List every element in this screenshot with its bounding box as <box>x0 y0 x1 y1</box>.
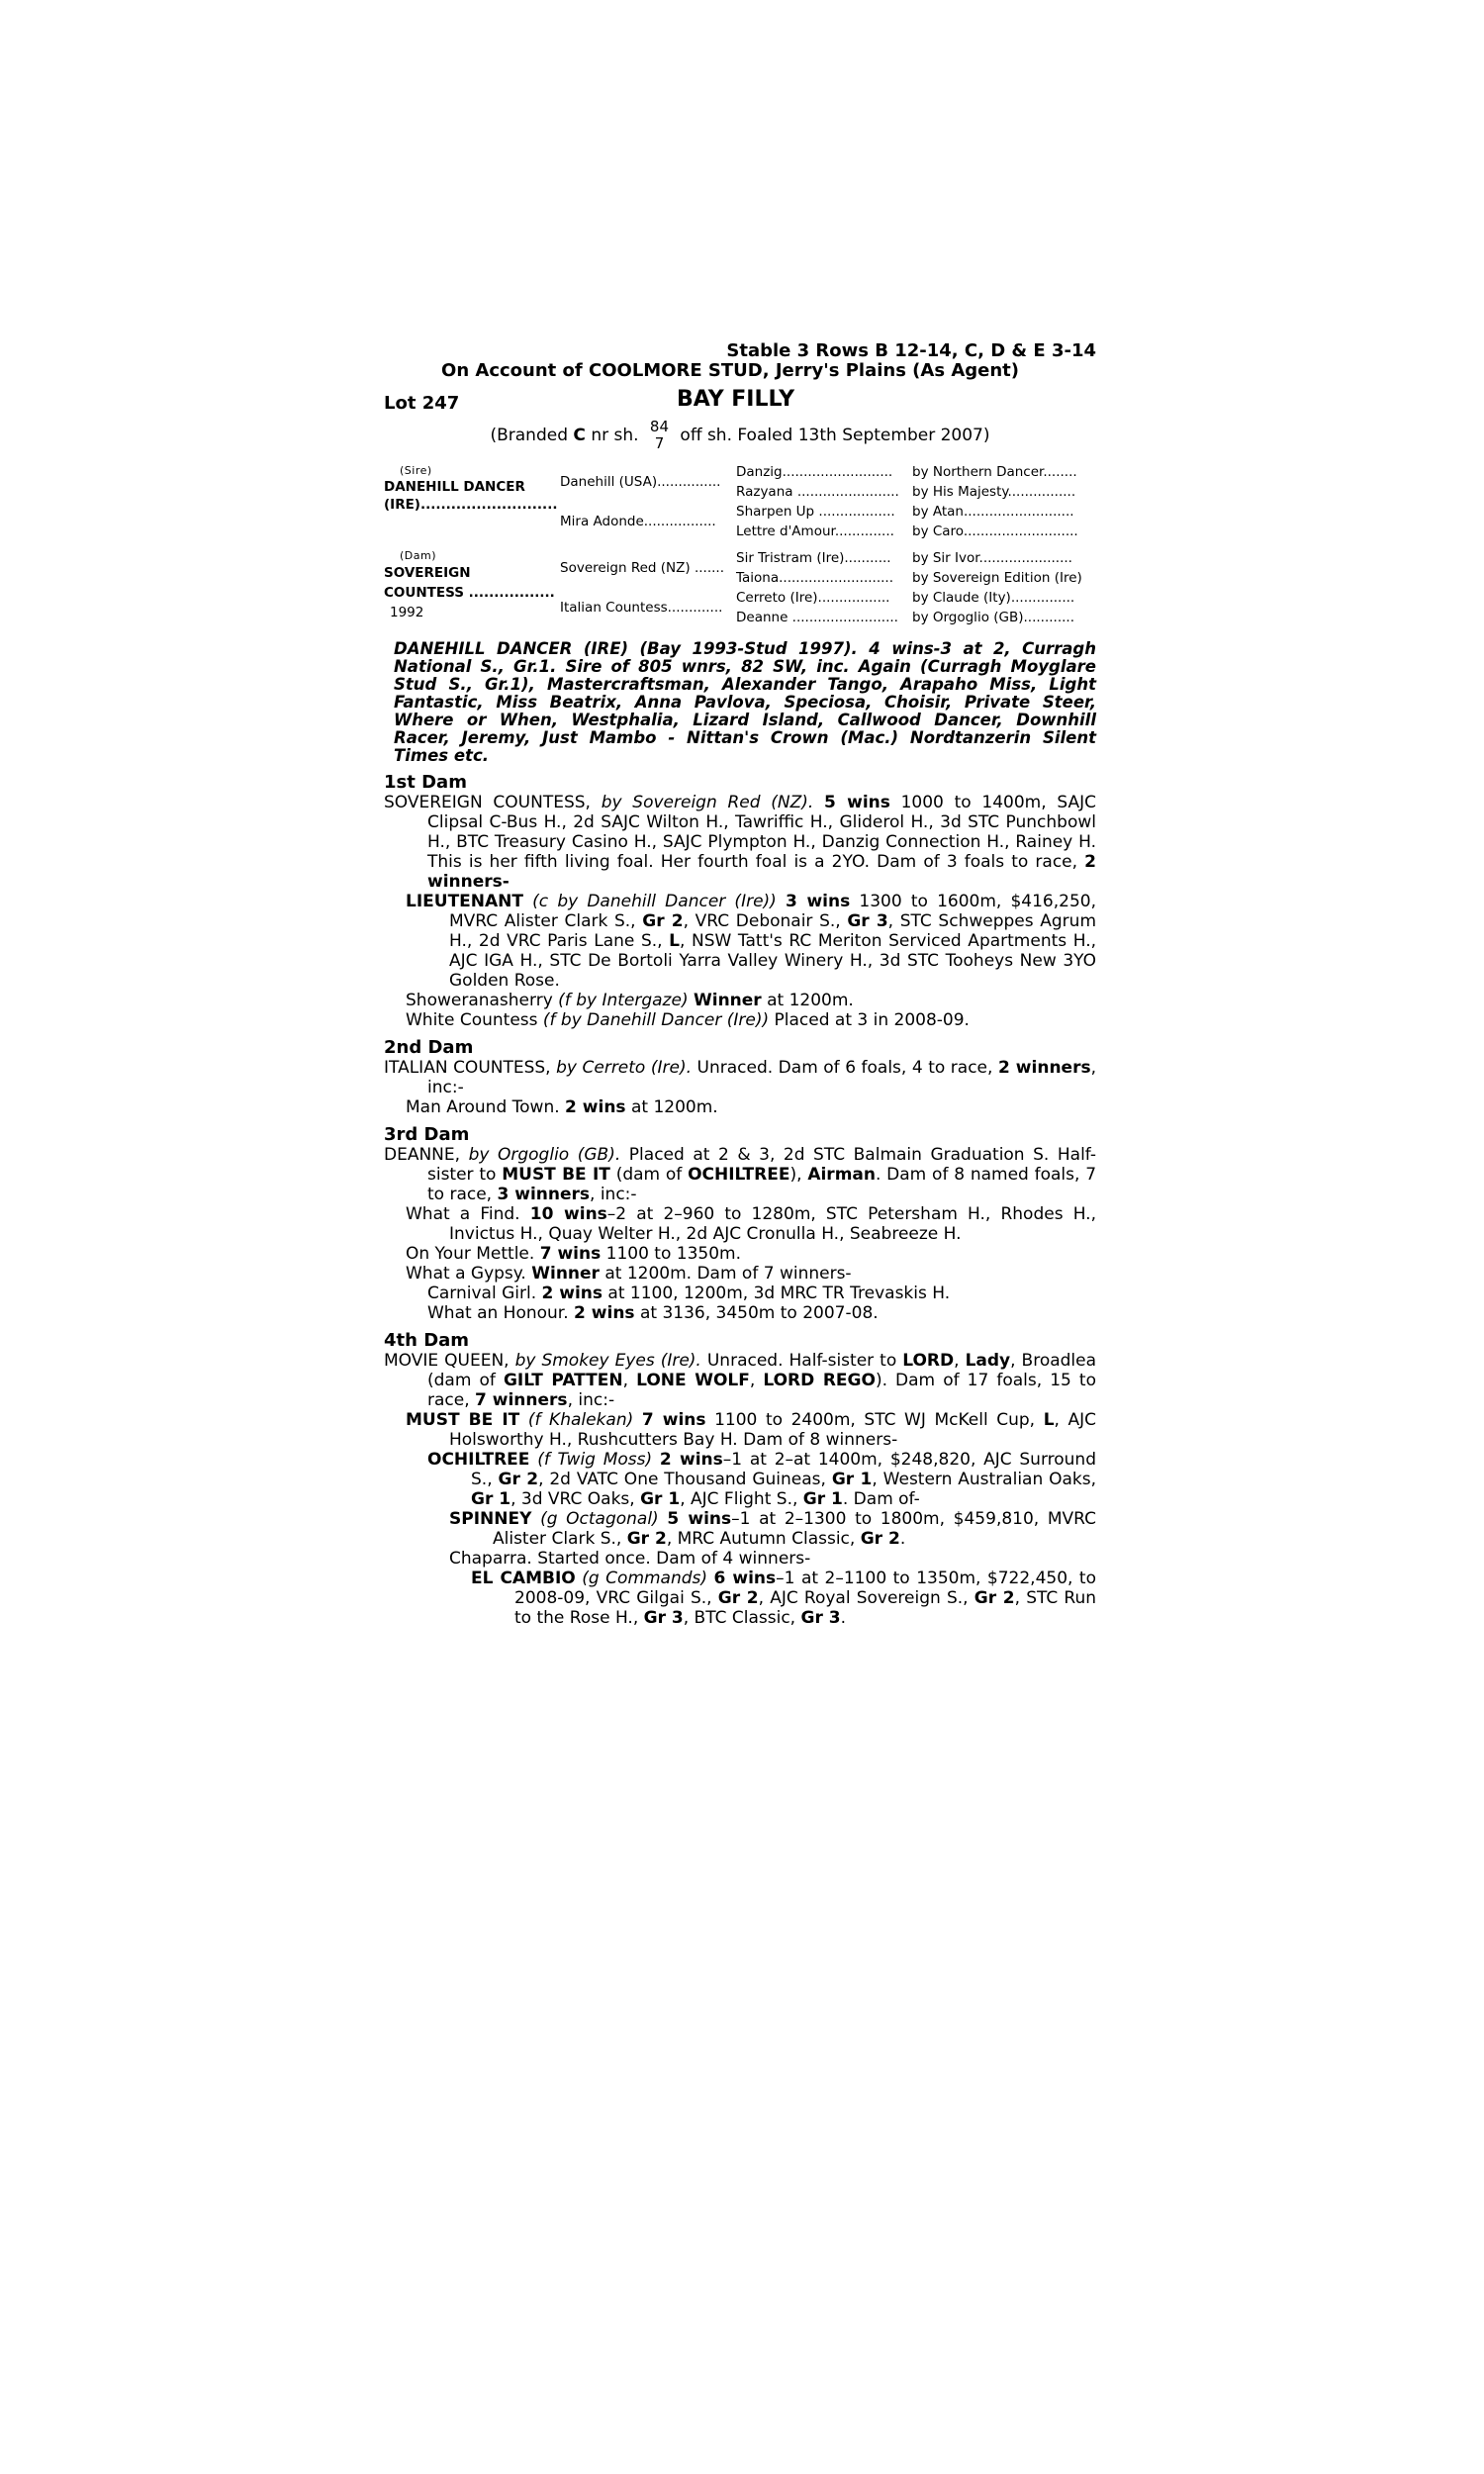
progeny-sire: (f by Intergaze) <box>558 991 689 1010</box>
progeny-record: , AJC Royal Sovereign S., <box>758 1588 969 1608</box>
progeny-sire: (g Octagonal) <box>540 1509 659 1529</box>
vendor-account: On Account of COOLMORE STUD, Jerry's Plains (As Agent) <box>441 360 1019 381</box>
second-dam-entry <box>384 1058 1096 1097</box>
sire-label: (Sire) <box>400 464 432 477</box>
pedigree-g4: by Sovereign Edition (Ire) <box>912 570 1082 586</box>
dam-inc: , inc:- <box>427 1058 1096 1097</box>
progeny-record: at 1100, 1200m, 3d MRC TR Trevaskis H. <box>607 1284 951 1303</box>
brand-number <box>650 419 669 452</box>
progeny-entry <box>384 1264 1096 1284</box>
progeny-record: –1 at 2–1100 to 1350m, $722,450, to 2008-09, VRC Gilgai S., <box>514 1569 1096 1608</box>
pedigree-g3: Cerreto (Ire)................. <box>736 590 890 606</box>
pedigree-g4: by Northern Dancer........ <box>912 464 1077 480</box>
progeny-record: . <box>840 1608 846 1628</box>
progeny-name: EL CAMBIO <box>471 1569 576 1588</box>
progeny-record: , BTC Classic, <box>683 1608 796 1628</box>
pedigree-g4: by Sir Ivor...................... <box>912 550 1072 566</box>
dam-sire: by Smokey Eyes (Ire). <box>514 1351 701 1371</box>
pedigree-g3: Sharpen Up .................. <box>736 504 895 520</box>
lot-sex: BAY FILLY <box>677 387 795 412</box>
grade-badge: Gr 1 <box>471 1489 511 1509</box>
progeny-record: 1100 to 1350m. <box>605 1244 742 1264</box>
progeny-record: , NSW Tatt's RC Meriton Serviced Apartments H., AJC IGA H., STC De Bortoli Yarra Valley Winery H., 3d STC Tooheys New 3YO Golden Rose. <box>449 931 1097 991</box>
progeny-wins: 6 wins <box>713 1569 777 1588</box>
progeny-record: , STC Schweppes Agrum H., 2d VRC Paris Lane S., <box>449 911 1096 951</box>
progeny-name: MUST BE IT <box>406 1410 520 1430</box>
progeny-name: What a Gypsy. <box>406 1264 526 1284</box>
pedigree-g3: Danzig.......................... <box>736 464 893 480</box>
dam-record: . Dam of 8 named foals, 7 to race, <box>427 1165 1097 1204</box>
dam-sire: by Cerreto (Ire). <box>556 1058 692 1078</box>
brand-number-top: 84 <box>649 418 670 435</box>
brand-number-bottom: 7 <box>654 434 665 452</box>
progeny-record: 1100 to 2400m, STC WJ McKell Cup, <box>714 1410 1036 1430</box>
relative-name: OCHILTREE <box>688 1165 790 1185</box>
third-dam-entry <box>384 1145 1096 1204</box>
dam-inc: , inc:- <box>567 1390 615 1410</box>
progeny-name: On Your Mettle. <box>406 1244 535 1264</box>
progeny-entry <box>384 1410 1096 1450</box>
progeny-record: , AJC Flight S., <box>680 1489 798 1509</box>
listed-badge: L <box>1043 1410 1055 1430</box>
brand-mark: C <box>573 426 586 445</box>
brand-mid: nr sh. <box>591 426 639 445</box>
progeny-record: 1300 to 1600m, $416,250, MVRC Alister Clark S., <box>449 892 1096 931</box>
progeny-wins: 3 wins <box>785 892 851 911</box>
progeny-wins: 2 wins <box>541 1284 603 1303</box>
grade-badge: Gr 2 <box>860 1529 900 1549</box>
pedigree-g4: by Caro........................... <box>912 523 1078 539</box>
dam-winners: 2 winners- <box>427 852 1097 892</box>
progeny-entry <box>384 1450 1096 1509</box>
progeny-wins: 2 wins <box>574 1303 635 1323</box>
pedigree-g4: by Claude (Ity)............... <box>912 590 1075 606</box>
dam-label: (Dam) <box>400 549 437 562</box>
relative-name: LORD REGO <box>763 1371 876 1390</box>
grade-badge: Gr 2 <box>626 1529 667 1549</box>
progeny-name: Chaparra. <box>449 1549 532 1569</box>
lot-number: Lot 247 <box>384 393 460 414</box>
progeny-record: at 1200m. <box>767 991 854 1010</box>
grade-badge: Gr 2 <box>642 911 684 931</box>
progeny-wins: 2 wins <box>659 1450 723 1470</box>
progeny-entry <box>384 1509 1096 1549</box>
third-dam-heading: 3rd Dam <box>384 1124 470 1145</box>
grade-badge: Gr 3 <box>847 911 888 931</box>
progeny-entry <box>384 1569 1096 1628</box>
brand-suffix: off sh. Foaled 13th September 2007) <box>680 426 990 445</box>
second-dam-heading: 2nd Dam <box>384 1037 474 1058</box>
progeny-name: What a Find. <box>406 1204 520 1224</box>
dam-record: (dam of <box>615 1165 683 1185</box>
progeny-record: . Dam of- <box>842 1489 920 1509</box>
dam-winners: 2 winners <box>997 1058 1091 1078</box>
first-dam-heading: 1st Dam <box>384 772 467 793</box>
pedigree-g3: Razyana ........................ <box>736 484 899 500</box>
lot-row <box>384 387 1096 417</box>
progeny-record: –1 at 2–1300 to 1800m, $459,810, MVRC Alister Clark S., <box>493 1509 1096 1549</box>
pedigree-table <box>384 464 1096 632</box>
progeny-record: at 1200m. <box>630 1097 718 1117</box>
progeny-name: White Countess <box>406 1010 538 1030</box>
relative-name: Airman <box>807 1165 876 1185</box>
progeny-name: Man Around Town. <box>406 1097 560 1117</box>
progeny-record: , 2d VATC One Thousand Guineas, <box>538 1470 826 1489</box>
dam-record: 1000 to 1400m, SAJC Clipsal C-Bus H., 2d SAJC Wilton H., Tawriffic H., Gliderol H., 3d STC Punchbowl H., BTC Treasury Casino H., SAJC Plympton H., Danzig Connection H., Rainey H. This is her fifth living foal. Her fourth foal is a 2YO. Dam of 3 foals to race, <box>427 793 1096 872</box>
pedigree-g2: Italian Countess............. <box>560 600 723 616</box>
progeny-record: , AJC Holsworthy H., Rushcutters Bay H. Dam of 8 winners- <box>449 1410 1097 1450</box>
progeny-entry <box>384 1303 1096 1323</box>
progeny-wins: Winner <box>531 1264 600 1284</box>
progeny-record: . <box>899 1529 906 1549</box>
progeny-entry <box>384 1284 1096 1303</box>
grade-badge: Gr 1 <box>802 1489 843 1509</box>
progeny-record: , Western Australian Oaks, <box>872 1470 1097 1489</box>
grade-badge: Gr 2 <box>717 1588 759 1608</box>
dam-record: ). Dam of 17 foals, 15 to race, <box>427 1371 1096 1410</box>
pedigree-g3: Lettre d'Amour.............. <box>736 523 894 539</box>
progeny-wins: 7 wins <box>641 1410 706 1430</box>
progeny-entry <box>384 991 1096 1010</box>
progeny-sire: (c by Danehill Dancer (Ire)) <box>532 892 777 911</box>
relative-name: Lady <box>965 1351 1011 1371</box>
first-dam-entry <box>384 793 1096 892</box>
grade-badge: Gr 2 <box>974 1588 1015 1608</box>
relative-name: LONE WOLF <box>636 1371 750 1390</box>
progeny-wins: 5 wins <box>667 1509 732 1529</box>
pedigree-g4: by His Majesty................ <box>912 484 1076 500</box>
pedigree-g3: Sir Tristram (Ire)........... <box>736 550 891 566</box>
progeny-entry <box>384 1097 1096 1117</box>
sire-description: DANEHILL DANCER (IRE) (Bay 1993-Stud 1997). 4 wins-3 at 2, Curragh National S., Gr.1. Sire of 805 wnrs, 82 SW, inc. Again (Curragh Moyglare Stud S., Gr.1), Mastercraftsman, Alexander Tango, Arapaho Miss, Light Fantastic, Miss Beatrix, Anna Pavlova, Speciosa, Choisir, Private Steer, Where or When, Westphalia, Lizard Island, Callwood Dancer, Downhill Racer, Jeremy, Just Mambo - Nittan's Crown (Mac.) Nordtanzerin Silent Times etc. <box>394 639 1096 765</box>
dam-winners: 3 winners <box>497 1185 591 1204</box>
grade-badge: Gr 3 <box>800 1608 841 1628</box>
pedigree-g2: Mira Adonde................. <box>560 514 716 529</box>
listed-badge: L <box>669 931 681 951</box>
relative-name: MUST BE IT <box>502 1165 610 1185</box>
progeny-record: at 1200m. Dam of 7 winners- <box>604 1264 852 1284</box>
progeny-entry <box>384 1549 1096 1569</box>
progeny-sire: (f Khalekan) <box>527 1410 634 1430</box>
dam-name: SOVEREIGN COUNTESS, <box>384 793 591 812</box>
sire-name-suffix: (IRE)........................... <box>384 497 558 513</box>
progeny-name: SPINNEY <box>449 1509 532 1529</box>
progeny-sire: (g Commands) <box>582 1569 708 1588</box>
progeny-record: , 3d VRC Oaks, <box>510 1489 635 1509</box>
pedigree-g2: Danehill (USA)............... <box>560 474 721 490</box>
dam-record: Unraced. Dam of 6 foals, 4 to race, <box>696 1058 993 1078</box>
progeny-name: What an Honour. <box>427 1303 569 1323</box>
progeny-wins: 7 wins <box>539 1244 602 1264</box>
progeny-sire: (f Twig Moss) <box>537 1450 653 1470</box>
progeny-record: –2 at 2–960 to 1280m, STC Petersham H., Rhodes H., Invictus H., Quay Welter H., 2d AJC Cronulla H., Seabreeze H. <box>449 1204 1096 1244</box>
grade-badge: Gr 2 <box>498 1470 539 1489</box>
pedigree-g2: Sovereign Red (NZ) ....... <box>560 560 725 576</box>
progeny-entry <box>384 1204 1096 1244</box>
dam-name: ITALIAN COUNTESS, <box>384 1058 551 1078</box>
progeny-name: Carnival Girl. <box>427 1284 537 1303</box>
dam-record: Unraced. Half-sister to <box>706 1351 897 1371</box>
dam-name-cont: COUNTESS ................. <box>384 585 555 601</box>
progeny-entry <box>384 1010 1096 1030</box>
progeny-wins: 10 wins <box>529 1204 607 1224</box>
dam-wins: 5 wins <box>824 793 890 812</box>
pedigree-g4: by Orgoglio (GB)............ <box>912 610 1074 625</box>
pedigree-g4: by Atan.......................... <box>912 504 1074 520</box>
dam-sire: by Sovereign Red (NZ). <box>601 793 814 812</box>
progeny-record: , STC Run to the Rose H., <box>514 1588 1097 1628</box>
grade-badge: Gr 3 <box>643 1608 684 1628</box>
progeny-record: Placed at 3 in 2008-09. <box>774 1010 970 1030</box>
progeny-name: LIEUTENANT <box>406 892 523 911</box>
progeny-record: Started once. Dam of 4 winners- <box>537 1549 811 1569</box>
grade-badge: Gr 1 <box>831 1470 873 1489</box>
dam-name: SOVEREIGN <box>384 565 471 581</box>
progeny-record: at 3136, 3450m to 2007-08. <box>639 1303 879 1323</box>
progeny-record: –1 at 2–at 1400m, $248,820, AJC Surround S., <box>471 1450 1096 1489</box>
stable-location: Stable 3 Rows B 12-14, C, D & E 3-14 <box>726 340 1096 361</box>
dam-name: DEANNE, <box>384 1145 461 1165</box>
progeny-wins: Winner <box>693 991 762 1010</box>
sire-name: DANEHILL DANCER <box>384 479 525 495</box>
dam-record: ), <box>789 1165 802 1185</box>
relative-name: LORD <box>902 1351 955 1371</box>
progeny-sire: (f by Danehill Dancer (Ire)) <box>542 1010 770 1030</box>
progeny-entry <box>384 892 1096 991</box>
progeny-name: OCHILTREE <box>427 1450 530 1470</box>
pedigree-g3: Deanne ......................... <box>736 610 898 625</box>
fourth-dam-entry: MOVIE QUEEN, by Smokey Eyes (Ire). Unraced. Half-sister to LORD, Lady, Broadlea (dam of GILT PATTEN, LONE WOLF, LORD REGO). Dam of 17 foals, 15 to race, 7 winners, inc:- <box>384 1351 1097 1410</box>
progeny-entry <box>384 1244 1096 1264</box>
dam-record: Placed at 2 & 3, 2d STC Balmain Graduation S. Half-sister to <box>427 1145 1096 1185</box>
progeny-wins: 2 wins <box>565 1097 626 1117</box>
dam-inc: , inc:- <box>590 1185 637 1204</box>
brand-prefix: (Branded <box>490 426 569 445</box>
relative-name: GILT PATTEN <box>503 1371 623 1390</box>
dam-year: 1992 <box>390 605 424 620</box>
dam-sire: by Orgoglio (GB). <box>468 1145 621 1165</box>
dam-record: , Broadlea (dam of <box>427 1351 1097 1390</box>
pedigree-g3: Taiona........................... <box>736 570 893 586</box>
progeny-record: , VRC Debonair S., <box>683 911 841 931</box>
fourth-dam-heading: 4th Dam <box>384 1330 470 1351</box>
progeny-name: Showeranasherry <box>406 991 553 1010</box>
dam-winners: 7 winners <box>475 1390 568 1410</box>
dam-name: MOVIE QUEEN, <box>384 1351 510 1371</box>
catalogue-page <box>384 341 1096 1628</box>
brand-line <box>384 419 1096 452</box>
progeny-record: , MRC Autumn Classic, <box>666 1529 856 1549</box>
grade-badge: Gr 1 <box>640 1489 681 1509</box>
